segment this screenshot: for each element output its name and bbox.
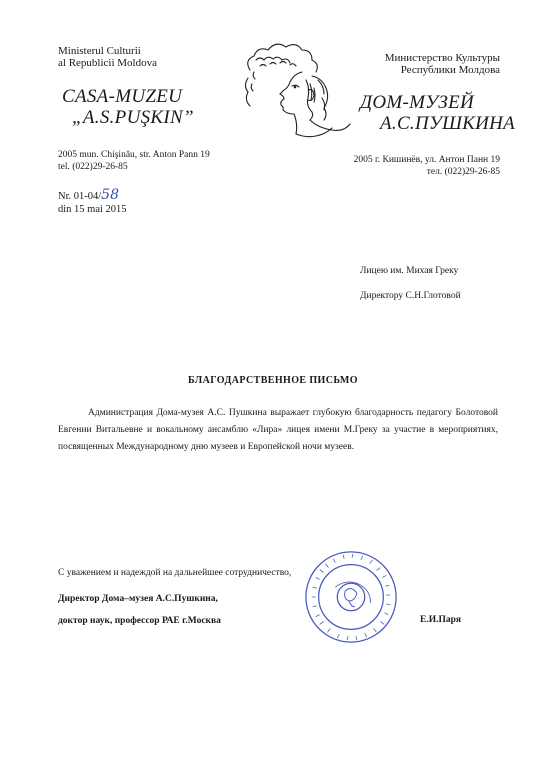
ro-address-line2: tel. (022)29-26-85 xyxy=(58,162,128,172)
ro-ministry-line2: al Republicii Moldova xyxy=(58,57,157,69)
registration-number-prefix: Nr. 01-04/ xyxy=(58,191,102,202)
ru-address-line1: 2005 г. Кишинёв, ул. Антон Панн 19 xyxy=(353,155,500,165)
registration-number xyxy=(58,189,127,203)
registration-number-handwritten: 58 xyxy=(101,187,119,203)
letter-heading: БЛАГОДАРСТВЕННОЕ ПИСЬМО xyxy=(188,375,358,386)
addressee-line2: Директору С.Н.Глотовой xyxy=(360,291,461,301)
registration-block xyxy=(58,189,127,216)
ro-museum-title xyxy=(62,86,194,128)
ru-ministry-name xyxy=(370,52,500,76)
closing-phrase: С уважением и надеждой на дальнейшее сотрудничество, xyxy=(58,568,292,578)
ru-museum-title xyxy=(360,92,515,134)
registration-date: din 15 mai 2015 xyxy=(58,204,127,215)
ro-ministry-line1: Ministerul Culturii xyxy=(58,45,141,57)
ru-address xyxy=(338,154,500,178)
ro-title-line2: „A.S.PUŞKIN” xyxy=(72,107,194,128)
ru-ministry-line2: Республики Молдова xyxy=(400,64,500,76)
addressee-line1: Лицею им. Михая Греку xyxy=(360,266,459,276)
signatory-credentials: доктор наук, профессор РАЕ г.Москва xyxy=(58,616,221,626)
ro-address-line1: 2005 mun. Chişinău, str. Anton Pann 19 xyxy=(58,150,210,160)
ru-title-line1: ДОМ-МУЗЕЙ xyxy=(360,92,475,113)
ru-ministry-line1: Министерство Культуры xyxy=(384,52,500,64)
ro-title-line1: CASA-MUZEU xyxy=(62,86,183,107)
ru-title-line2: А.С.ПУШКИНА xyxy=(380,113,516,134)
pushkin-profile-icon xyxy=(210,40,360,150)
signatory-name: Е.И.Паря xyxy=(420,615,462,625)
museum-seal-stamp-icon xyxy=(302,548,400,646)
addressee-block xyxy=(360,265,498,303)
ro-ministry-name xyxy=(58,45,157,69)
letter-body: Администрация Дома-музея А.С. Пушкина выражает глубокую благодарность педагогу Болотовой Евгении Витальевне и вокальному ансамблю «Лира» лицея имени М.Греку за участие в мероприятиях, посвященных Международному дню музеев и Европейской ночи музеев. xyxy=(58,408,498,452)
ru-address-line2: тел. (022)29-26-85 xyxy=(426,167,500,177)
ro-address xyxy=(58,149,210,173)
signatory-title: Директор Дома–музея А.С.Пушкина, xyxy=(58,594,218,604)
